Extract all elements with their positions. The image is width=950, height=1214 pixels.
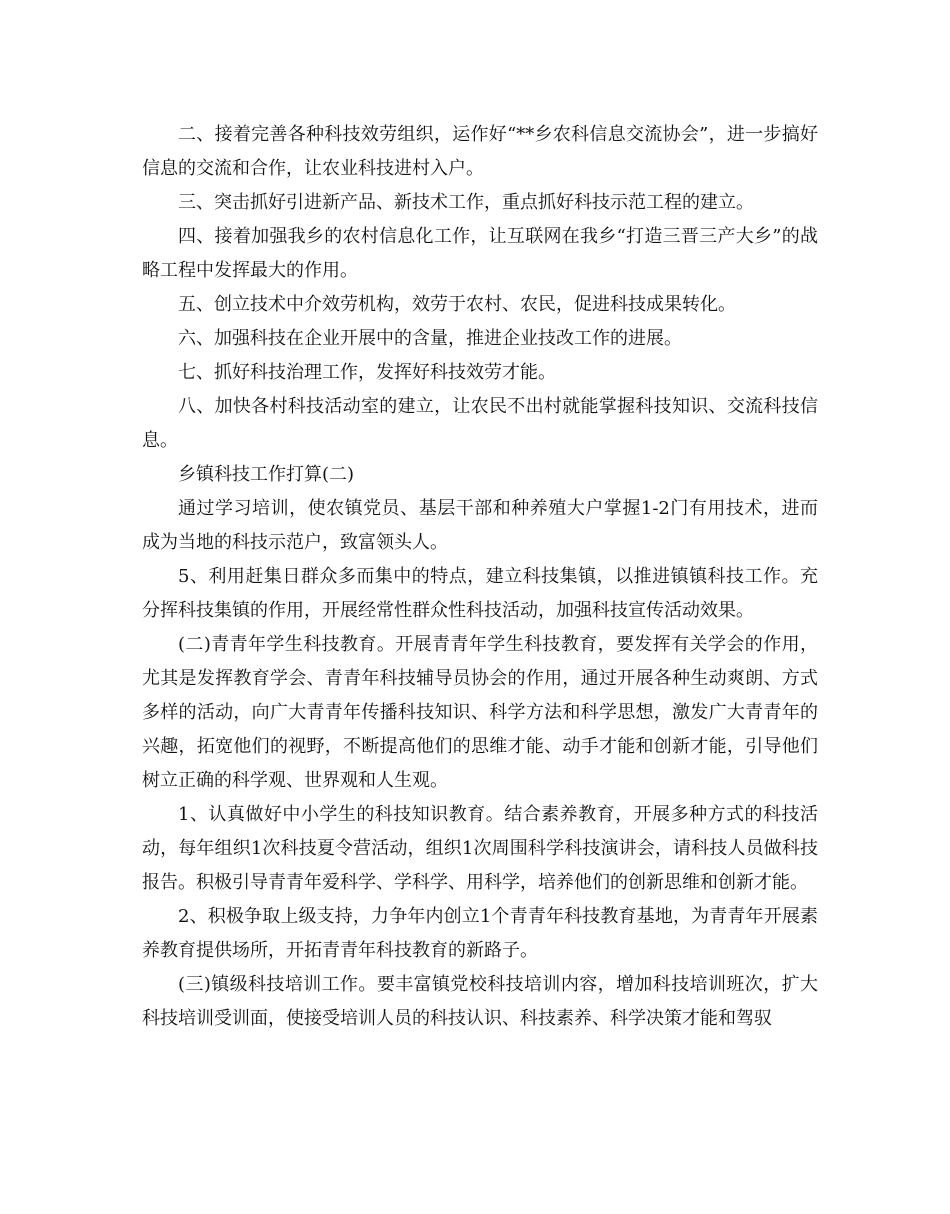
paragraph-13: (三)镇级科技培训工作。要丰富镇党校科技培训内容，增加科技培训班次，扩大科技培训受训面，使接受培训人员的科技认识、科技素养、科学决策才能和驾驭 bbox=[142, 974, 818, 1029]
paragraph-12: 2、积极争取上级支持，力争年内创立1个青青年科技教育基地，为青青年开展素养教育提供场所，开拓青青年科技教育的新路子。 bbox=[142, 906, 818, 961]
paragraph-8: 通过学习培训，使农镇党员、基层干部和种养殖大户掌握1-2门有用技术，进而成为当地的科技示范户，致富领头人。 bbox=[142, 498, 818, 553]
document-body bbox=[142, 118, 818, 1036]
paragraph-10: (二)青青年学生科技教育。开展青青年学生科技教育，要发挥有关学会的作用，尤其是发挥教育学会、青青年科技辅导员协会的作用，通过开展各种生动爽朗、方式多样的活动，向广大青青年传播科技知识、科学方法和科学思想，激发广大青青年的兴趣，拓宽他们的视野，不断提高他们的思维才能、动手才能和创新才能，引导他们树立正确的科学观、世界观和人生观。 bbox=[142, 634, 818, 791]
paragraph-2: 三、突击抓好引进新产品、新技术工作，重点抓好科技示范工程的建立。 bbox=[178, 192, 754, 213]
paragraph-5: 六、加强科技在企业开展中的含量，推进企业技改工作的进展。 bbox=[178, 328, 682, 349]
paragraph-4: 五、创立技术中介效劳机构，效劳于农村、农民，促进科技成果转化。 bbox=[178, 294, 736, 315]
paragraph-7: 八、加快各村科技活动室的建立，让农民不出村就能掌握科技知识、交流科技信息。 bbox=[142, 396, 818, 451]
paragraph-6: 七、抓好科技治理工作，发挥好科技效劳才能。 bbox=[178, 362, 556, 383]
section-heading: 乡镇科技工作打算(二) bbox=[178, 464, 355, 485]
paragraph-9: 5、利用赶集日群众多而集中的特点，建立科技集镇，以推进镇镇科技工作。充分挥科技集镇的作用，开展经常性群众性科技活动，加强科技宣传活动效果。 bbox=[142, 566, 818, 621]
paragraph-3: 四、接着加强我乡的农村信息化工作，让互联网在我乡“打造三晋三产大乡”的战略工程中发挥最大的作用。 bbox=[142, 226, 818, 281]
paragraph-1: 二、接着完善各种科技效劳组织，运作好“**乡农科信息交流协会”，进一步搞好信息的交流和合作，让农业科技进村入户。 bbox=[142, 124, 818, 179]
paragraph-11: 1、认真做好中小学生的科技知识教育。结合素养教育，开展多种方式的科技活动，每年组织1次科技夏令营活动，组织1次周围科学科技演讲会，请科技人员做科技报告。积极引导青青年爱科学、学科学、用科学，培养他们的创新思维和创新才能。 bbox=[142, 804, 818, 893]
